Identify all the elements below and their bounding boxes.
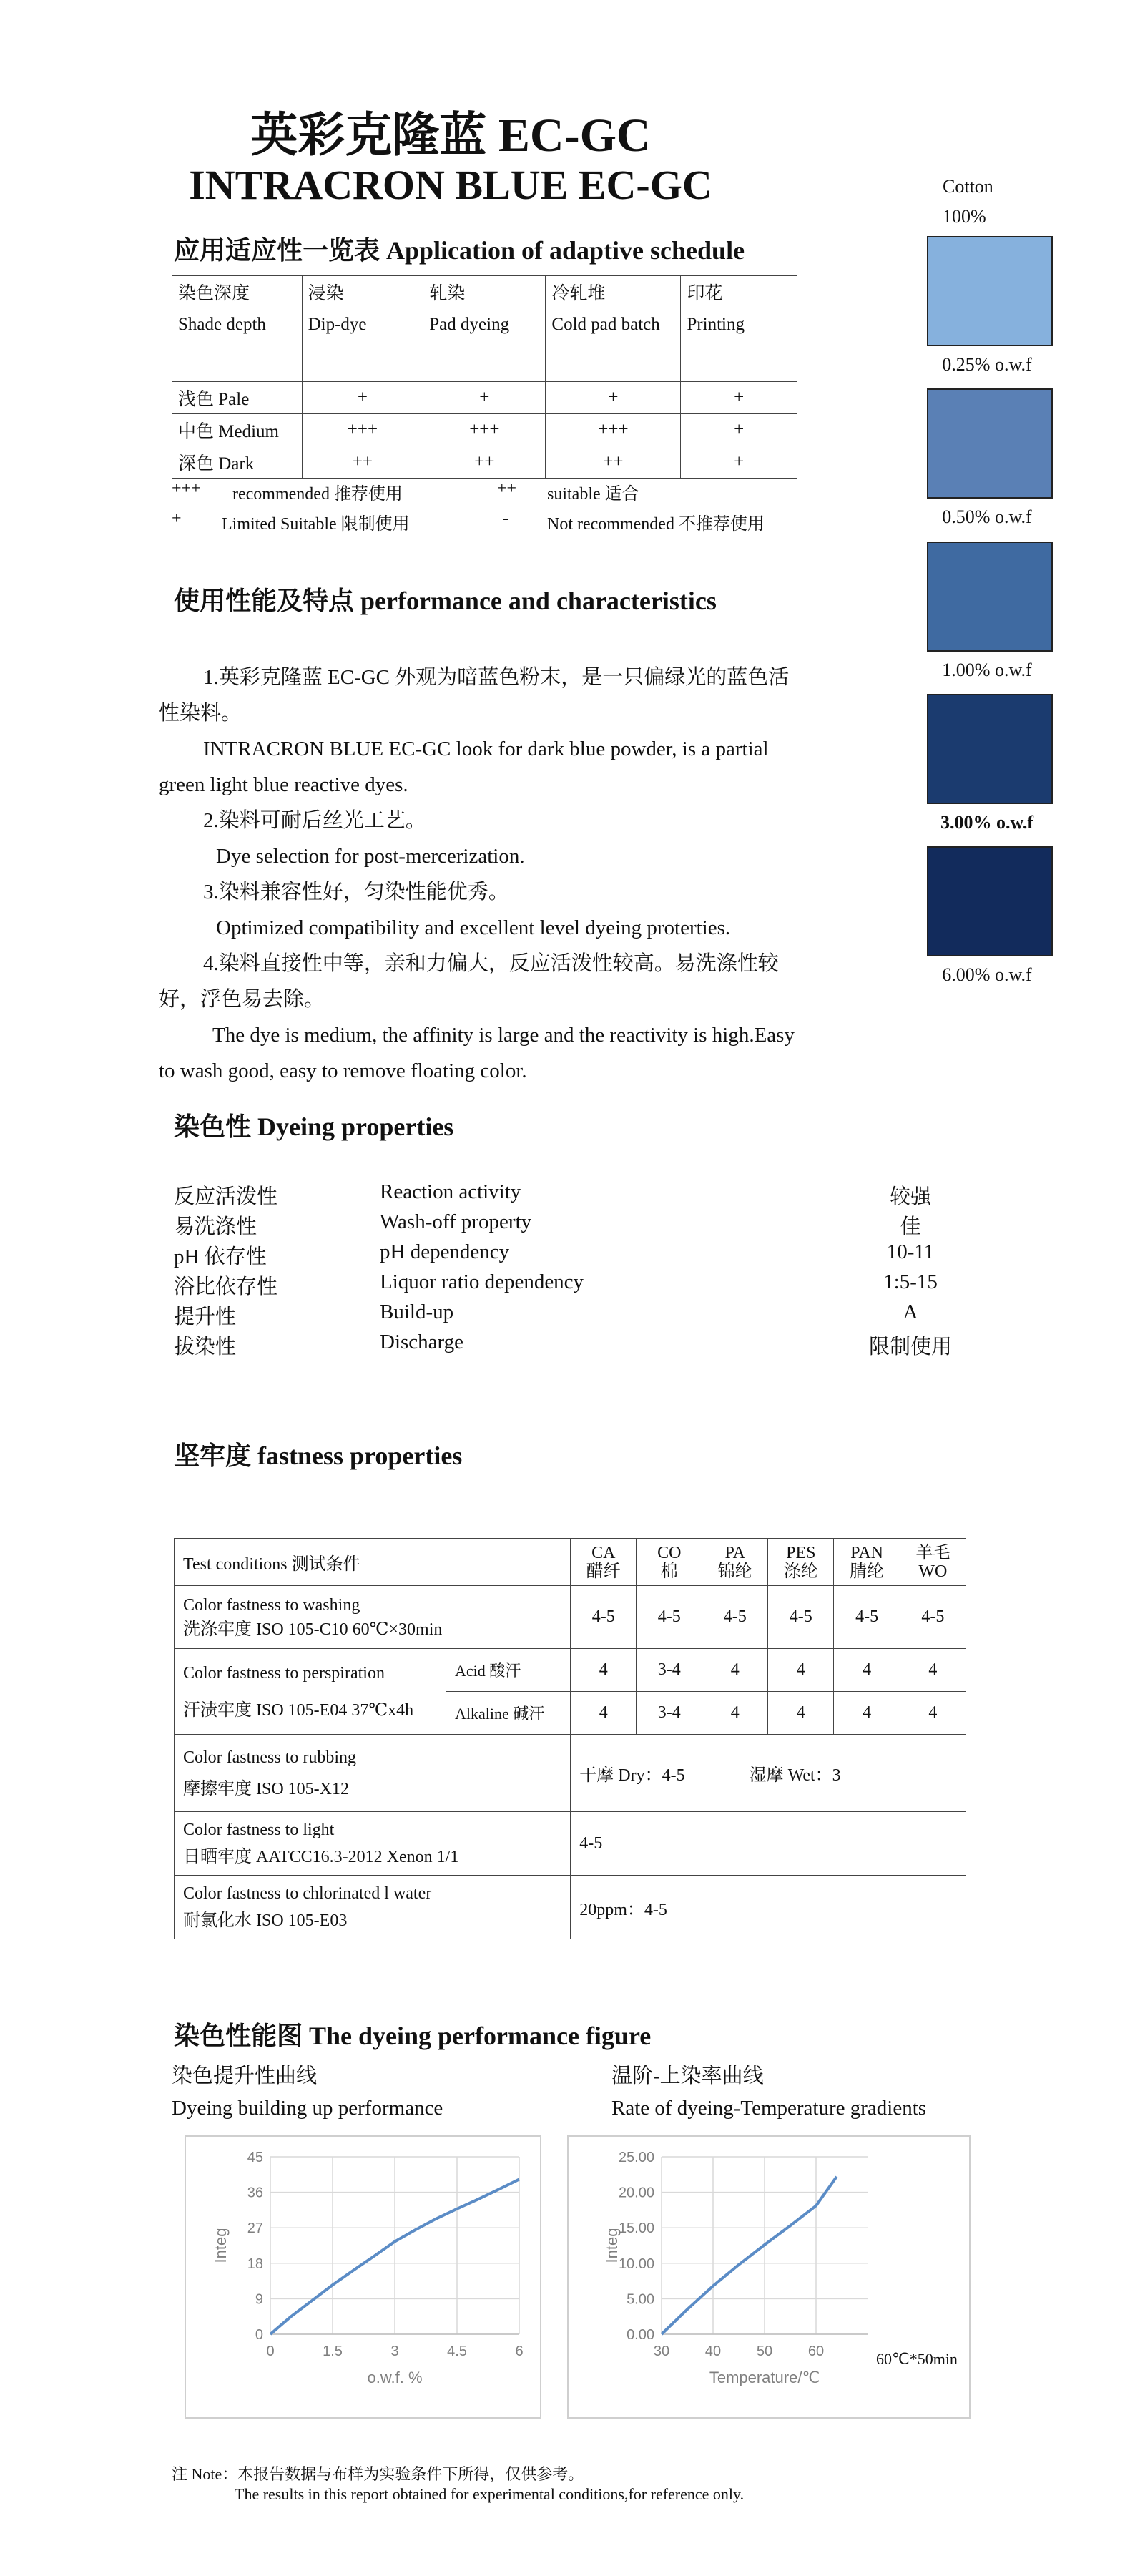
col-code: CA bbox=[591, 1543, 616, 1562]
perf-item: The dye is medium, the affinity is large and the reactivity is high.Easy to wash good, easy to remove floating color. bbox=[159, 1024, 795, 1082]
section-fastness-title: 坚牢度 fastness properties bbox=[174, 1441, 463, 1470]
sub-condition: Alkaline 碱汗 bbox=[446, 1692, 570, 1735]
col-name: 腈纶 bbox=[850, 1562, 885, 1581]
test-condition bbox=[175, 1586, 571, 1649]
rating-cell: 4 bbox=[834, 1649, 900, 1692]
swatch-label: 0.50% o.w.f bbox=[942, 506, 1032, 527]
performance-text bbox=[159, 660, 802, 1089]
col-header bbox=[834, 1539, 900, 1586]
dyeing-properties bbox=[174, 1180, 966, 1361]
test-condition bbox=[175, 1876, 571, 1939]
y-tick-label: 20.00 bbox=[618, 2185, 654, 2201]
rating-cell: 4-5 bbox=[702, 1586, 768, 1649]
chart1-caption bbox=[172, 2060, 443, 2125]
app-header-cell bbox=[681, 276, 797, 382]
y-axis-label: Integ bbox=[212, 2228, 230, 2263]
col-name: 涤纶 bbox=[783, 1562, 818, 1581]
application-table bbox=[172, 275, 797, 479]
col-header bbox=[900, 1539, 966, 1586]
table-cell: + bbox=[302, 382, 423, 414]
col-name: 棉 bbox=[660, 1562, 678, 1581]
y-tick-label: 0 bbox=[255, 2327, 263, 2343]
table-row bbox=[175, 1649, 966, 1692]
test-cn: 汗渍牢度 ISO 105-E04 37℃x4h bbox=[183, 1700, 414, 1720]
caption-cn: 染色提升性曲线 bbox=[172, 2065, 318, 2087]
col-header bbox=[702, 1539, 768, 1586]
prop-cn: 拔染性 bbox=[174, 1336, 237, 1358]
col-code: PES bbox=[786, 1543, 816, 1562]
x-axis-label: Temperature/℃ bbox=[709, 2369, 820, 2386]
x-tick-label: 60 bbox=[807, 2344, 825, 2359]
swatch-label: 0.25% o.w.f bbox=[942, 354, 1032, 375]
legend-text: recommended 推荐使用 bbox=[232, 485, 403, 504]
header-en: Printing bbox=[687, 315, 745, 334]
rating-cell: 4 bbox=[702, 1649, 768, 1692]
y-tick-label: 18 bbox=[247, 2256, 263, 2272]
caption-en: Dyeing building up performance bbox=[172, 2097, 443, 2120]
test-cn: 日晒牢度 AATCC16.3-2012 Xenon 1/1 bbox=[183, 1848, 459, 1866]
swatch-5 bbox=[927, 846, 1053, 956]
header-cn: 冷轧堆 bbox=[551, 284, 606, 303]
x-tick-label: 50 bbox=[756, 2344, 773, 2359]
header-cn: 轧染 bbox=[429, 284, 466, 303]
prop-value: 1:5-15 bbox=[883, 1270, 938, 1293]
swatch-1 bbox=[927, 236, 1053, 346]
app-header-cell bbox=[302, 276, 423, 382]
fastness-table bbox=[174, 1538, 966, 1939]
col-header bbox=[637, 1539, 702, 1586]
swatch-label: 6.00% o.w.f bbox=[942, 964, 1032, 985]
prop-value: A bbox=[903, 1301, 918, 1323]
test-condition bbox=[175, 1812, 571, 1876]
col-code: 羊毛 bbox=[915, 1543, 950, 1562]
y-tick-label: 25.00 bbox=[618, 2150, 654, 2165]
app-header-cell bbox=[423, 276, 546, 382]
table-row bbox=[172, 446, 797, 479]
table-cell: ++ bbox=[423, 446, 546, 479]
build-up-chart-svg bbox=[186, 2137, 540, 2417]
section-figure-title: 染色性能图 The dyeing performance figure bbox=[174, 2022, 652, 2050]
app-header-cell bbox=[172, 276, 303, 382]
swatch-header-fabric: Cotton bbox=[943, 176, 993, 197]
rating-cell: 4 bbox=[900, 1649, 966, 1692]
table-cell: + bbox=[423, 382, 546, 414]
legend-symbol: ++ bbox=[497, 479, 517, 498]
rating-cell: 20ppm：4-5 bbox=[571, 1876, 966, 1939]
rating-cell: 4-5 bbox=[637, 1586, 702, 1649]
x-tick-label: 30 bbox=[653, 2344, 670, 2359]
rating-cell: 3-4 bbox=[637, 1649, 702, 1692]
caption-en: Rate of dyeing-Temperature gradients bbox=[611, 2097, 927, 2120]
table-cell: ++ bbox=[302, 446, 423, 479]
table-row bbox=[175, 1876, 966, 1939]
y-tick-label: 10.00 bbox=[618, 2256, 654, 2272]
test-en: Color fastness to chlorinated l water bbox=[183, 1884, 432, 1903]
table-row bbox=[172, 382, 797, 414]
header-cn: 印花 bbox=[687, 284, 723, 303]
col-header bbox=[768, 1539, 834, 1586]
table-cell: +++ bbox=[302, 414, 423, 446]
rub-wet: 湿摩 Wet：3 bbox=[749, 1766, 841, 1785]
x-tick-label: 3 bbox=[390, 2344, 399, 2359]
caption-cn: 温阶-上染率曲线 bbox=[611, 2065, 764, 2087]
legend-symbol: - bbox=[503, 509, 508, 528]
table-cell: + bbox=[681, 382, 797, 414]
prop-value: 限制使用 bbox=[868, 1336, 952, 1358]
rating-cell: 4 bbox=[768, 1692, 834, 1735]
legend-text: Limited Suitable 限制使用 bbox=[222, 515, 410, 534]
section-application-title: 应用适应性一览表 Application of adaptive schedule bbox=[174, 236, 745, 265]
table-cell: +++ bbox=[423, 414, 546, 446]
x-tick-label: 40 bbox=[704, 2344, 722, 2359]
table-row bbox=[172, 414, 797, 446]
col-code: CO bbox=[657, 1543, 682, 1562]
prop-en: Reaction activity bbox=[380, 1180, 521, 1203]
rating-cell: 4 bbox=[702, 1692, 768, 1735]
x-tick-label: 4.5 bbox=[447, 2344, 467, 2359]
property-row bbox=[174, 1210, 966, 1240]
x-axis-label: o.w.f. % bbox=[367, 2369, 423, 2386]
swatch-label: 1.00% o.w.f bbox=[942, 660, 1032, 680]
chart-build-up bbox=[185, 2135, 541, 2419]
rating-cell: 4-5 bbox=[571, 1586, 637, 1649]
rating-cell: 4-5 bbox=[834, 1586, 900, 1649]
test-en: Color fastness to rubbing bbox=[183, 1748, 356, 1767]
table-cell: ++ bbox=[546, 446, 681, 479]
prop-en: Build-up bbox=[380, 1301, 454, 1323]
temperature-chart-svg bbox=[569, 2137, 969, 2417]
property-row bbox=[174, 1301, 966, 1331]
chart-annotation: 60℃*50min bbox=[876, 2350, 958, 2368]
section-dyeing-title: 染色性 Dyeing properties bbox=[174, 1112, 454, 1141]
series-line bbox=[662, 2177, 837, 2334]
title-cn: 英彩克隆蓝 EC-GC bbox=[250, 109, 651, 162]
perf-item: INTRACRON BLUE EC-GC look for dark blue powder, is a partial green light blue reactive dyes. bbox=[159, 738, 769, 796]
chart2-caption bbox=[611, 2060, 926, 2125]
table-cell: + bbox=[681, 446, 797, 479]
y-tick-label: 45 bbox=[247, 2150, 263, 2165]
col-header bbox=[571, 1539, 637, 1586]
rating-cell: 4-5 bbox=[768, 1586, 834, 1649]
prop-value: 10-11 bbox=[886, 1240, 935, 1263]
rating-cell: 4 bbox=[834, 1692, 900, 1735]
header-cn: 浸染 bbox=[308, 284, 344, 303]
prop-cn: 浴比依存性 bbox=[174, 1275, 278, 1298]
chart-temperature bbox=[567, 2135, 971, 2419]
table-row bbox=[175, 1539, 966, 1586]
col-code: PAN bbox=[850, 1543, 883, 1562]
section-performance-title: 使用性能及特点 performance and characteristics bbox=[174, 587, 717, 615]
table-cell: 中色 Medium bbox=[172, 414, 303, 446]
table-cell: 深色 Dark bbox=[172, 446, 303, 479]
perf-item: 2.染料可耐后丝光工艺。 bbox=[203, 809, 426, 832]
perf-item: Optimized compatibility and excellent level dyeing proterties. bbox=[216, 916, 731, 939]
test-condition bbox=[175, 1649, 446, 1735]
swatch-header bbox=[943, 172, 993, 232]
rating-cell: 4-5 bbox=[571, 1812, 966, 1876]
prop-cn: 反应活泼性 bbox=[174, 1185, 278, 1208]
table-cell: + bbox=[681, 414, 797, 446]
x-tick-label: 6 bbox=[515, 2344, 524, 2359]
test-en: Color fastness to perspiration bbox=[183, 1663, 385, 1683]
swatch-3 bbox=[927, 542, 1053, 652]
test-cn: 耐氯化水 ISO 105-E03 bbox=[183, 1911, 348, 1930]
legend-symbol: + bbox=[172, 509, 182, 528]
perf-item: 3.染料兼容性好，匀染性能优秀。 bbox=[203, 881, 509, 903]
y-tick-label: 5.00 bbox=[627, 2291, 654, 2308]
prop-en: Discharge bbox=[380, 1331, 464, 1353]
y-tick-label: 9 bbox=[255, 2291, 263, 2308]
y-tick-label: 27 bbox=[247, 2220, 263, 2237]
note-en: The results in this report obtained for experimental conditions,for reference only. bbox=[235, 2485, 745, 2503]
swatch-2 bbox=[927, 388, 1053, 499]
perf-item: 4.染料直接性中等，亲和力偏大，反应活泼性较高。易洗涤性较好，浮色易去除。 bbox=[159, 952, 779, 1011]
test-cn: 摩擦牢度 ISO 105-X12 bbox=[183, 1779, 349, 1798]
rating-cell: 4 bbox=[571, 1649, 637, 1692]
rubbing-values bbox=[571, 1735, 966, 1812]
rating-cell: 3-4 bbox=[637, 1692, 702, 1735]
table-cell: + bbox=[546, 382, 681, 414]
prop-cn: pH 依存性 bbox=[174, 1245, 267, 1268]
rub-dry: 干摩 Dry：4-5 bbox=[579, 1766, 685, 1785]
swatch-4 bbox=[927, 694, 1053, 804]
rating-cell: 4 bbox=[900, 1692, 966, 1735]
table-cell: 浅色 Pale bbox=[172, 382, 303, 414]
perf-item: 1.英彩克隆蓝 EC-GC 外观为暗蓝色粉末，是一只偏绿光的蓝色活性染料。 bbox=[159, 666, 790, 725]
col-name: WO bbox=[918, 1562, 948, 1581]
y-tick-label: 36 bbox=[247, 2185, 263, 2201]
property-row bbox=[174, 1331, 966, 1361]
property-row bbox=[174, 1180, 966, 1210]
col-name: 锦纶 bbox=[717, 1562, 752, 1581]
legend-text: Not recommended 不推荐使用 bbox=[547, 515, 765, 534]
col-code: PA bbox=[724, 1543, 745, 1562]
x-tick-label: 1.5 bbox=[323, 2344, 343, 2359]
prop-en: Liquor ratio dependency bbox=[380, 1270, 584, 1293]
table-row bbox=[175, 1812, 966, 1876]
y-tick-label: 15.00 bbox=[618, 2220, 654, 2237]
prop-value: 较强 bbox=[889, 1185, 931, 1208]
title-en: INTRACRON BLUE EC-GC bbox=[189, 162, 712, 208]
perf-item: Dye selection for post-mercerization. bbox=[216, 845, 525, 868]
prop-en: Wash-off property bbox=[380, 1210, 532, 1233]
property-row bbox=[174, 1270, 966, 1301]
swatch-label: 3.00% o.w.f bbox=[940, 812, 1033, 833]
legend-symbol: +++ bbox=[172, 479, 201, 498]
y-axis-label: Integ bbox=[603, 2228, 621, 2263]
header-en: Pad dyeing bbox=[429, 315, 510, 334]
rating-cell: 4 bbox=[768, 1649, 834, 1692]
header-en: Dip-dye bbox=[308, 315, 367, 334]
x-tick-label: 0 bbox=[266, 2344, 275, 2359]
table-cell: +++ bbox=[546, 414, 681, 446]
property-row bbox=[174, 1240, 966, 1270]
test-en: Color fastness to washing bbox=[183, 1595, 360, 1615]
swatch-header-percent: 100% bbox=[943, 206, 986, 227]
sub-condition: Acid 酸汗 bbox=[446, 1649, 570, 1692]
table-row bbox=[175, 1735, 966, 1812]
rating-cell: 4 bbox=[571, 1692, 637, 1735]
table-row bbox=[175, 1586, 966, 1649]
y-tick-label: 0.00 bbox=[627, 2327, 654, 2343]
prop-value: 佳 bbox=[900, 1215, 921, 1238]
test-en: Color fastness to light bbox=[183, 1821, 335, 1839]
header-en: Cold pad batch bbox=[551, 315, 660, 334]
legend-text: suitable 适合 bbox=[547, 485, 639, 504]
col-name: 醋纤 bbox=[586, 1562, 621, 1581]
rating-cell: 4-5 bbox=[900, 1586, 966, 1649]
header-en: Shade depth bbox=[178, 315, 266, 334]
header-cn: 染色深度 bbox=[178, 284, 250, 303]
prop-cn: 提升性 bbox=[174, 1306, 237, 1328]
app-header-cell bbox=[546, 276, 681, 382]
test-condition bbox=[175, 1735, 571, 1812]
prop-en: pH dependency bbox=[380, 1240, 510, 1263]
header-cell: Test conditions 测试条件 bbox=[175, 1539, 571, 1586]
test-cn: 洗涤牢度 ISO 105-C10 60℃×30min bbox=[183, 1620, 443, 1639]
note-cn: 注 Note：本报告数据与布样为实验条件下所得，仅供参考。 bbox=[172, 2465, 584, 2483]
prop-cn: 易洗涤性 bbox=[174, 1215, 257, 1238]
